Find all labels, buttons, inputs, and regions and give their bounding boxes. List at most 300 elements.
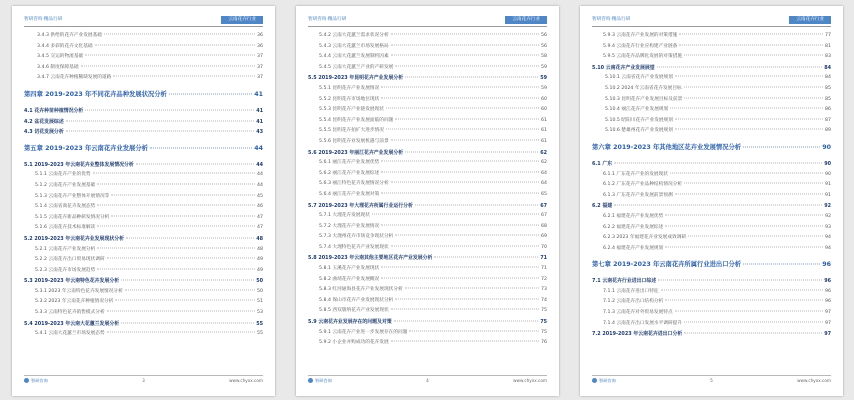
toc-subsection[interactable]: [308, 306, 547, 317]
page-number: 5: [710, 378, 713, 383]
toc-subsection[interactable]: [308, 328, 547, 339]
toc-entry-title: 6.2.4 福建花卉产业发展规划: [603, 245, 664, 251]
dot-leader: [381, 267, 539, 268]
dot-leader: [675, 193, 823, 194]
toc-section[interactable]: [308, 148, 547, 159]
dot-leader: [684, 333, 822, 334]
dot-leader: [386, 129, 539, 130]
toc-entry-title: 第五章 2019-2023 年云南花卉业发展分析: [24, 144, 148, 152]
dot-leader: [679, 34, 823, 35]
toc-subsection[interactable]: [592, 84, 831, 95]
toc-entry-title: 4.1 花卉种苗种植情况分析: [24, 107, 84, 114]
toc-entry-title: 5.4.5 云南大花蕙兰产业的产研发展: [319, 64, 394, 70]
dot-leader: [115, 300, 255, 301]
toc-entry-title: 第六章 2019-2023 年其他地区花卉业发展情况分析: [592, 143, 742, 151]
toc-section[interactable]: [308, 73, 547, 84]
toc-entry-page: 64: [541, 170, 547, 176]
toc-entry-page: 55: [256, 320, 263, 327]
toc-entry-title: 6.1 广东: [592, 160, 613, 167]
toc-entry-page: 90: [825, 171, 831, 177]
toc-entry-title: 5.1.2 云南花卉产业发展基础: [35, 182, 96, 188]
toc-chapter[interactable]: [592, 137, 831, 159]
toc-entry-page: 61: [541, 117, 547, 123]
toc-subsection[interactable]: [592, 191, 831, 202]
dot-leader: [675, 76, 823, 77]
dot-leader: [81, 65, 255, 66]
toc-entry-title: 4.2 盆花发展综述: [24, 118, 64, 125]
dot-leader: [395, 118, 539, 119]
toc-subsection[interactable]: [592, 126, 831, 137]
toc-entry-page: 36: [257, 33, 263, 38]
toc-subsection[interactable]: [308, 126, 547, 137]
toc-entry-page: 67: [541, 213, 547, 219]
toc-entry-page: 49: [257, 257, 263, 263]
page-footer: [592, 375, 831, 385]
toc-entry-title: 5.9.3 云南花卉产业发展的对策措施: [603, 33, 678, 38]
toc-entry-title: 3.4.4 多彩的花卉文化基础: [37, 43, 93, 49]
toc-entry-page: 71: [541, 266, 547, 272]
toc-entry-title: 5.8.5 西双版纳花卉产业发展现状: [319, 308, 389, 314]
toc-entry-title: 6.2.2 福建花卉产业发展综述: [603, 224, 664, 230]
toc-entry-title: 5.8 2019-2023 年云南其他主要地区花卉产业发展分析: [308, 255, 433, 262]
toc-entry-page: 36: [257, 43, 263, 49]
toc-section[interactable]: [24, 117, 263, 128]
toc-entry-title: 5.10.5 昭阳川花卉产业发展规划: [605, 117, 673, 123]
toc-subsection[interactable]: [24, 308, 263, 319]
toc-entry-title: 5.7.1 大理花卉发展现状: [319, 213, 370, 219]
toc-subsection[interactable]: [24, 73, 263, 84]
dot-leader: [665, 225, 823, 226]
toc-subsection[interactable]: [308, 95, 547, 106]
toc-subsection[interactable]: [592, 73, 831, 84]
toc-section[interactable]: [24, 106, 263, 117]
toc-subsection[interactable]: [592, 297, 831, 308]
toc-entry-page: 96: [825, 288, 831, 294]
toc-entry-page: 37: [257, 54, 263, 60]
toc-subsection[interactable]: [592, 105, 831, 116]
toc-entry-page: 90: [824, 160, 831, 167]
toc-entry-page: 59: [540, 75, 547, 82]
toc-entry-title: 6.1.3 广东花卉产业发展前景预测: [603, 192, 673, 198]
toc-entry-page: 64: [541, 181, 547, 187]
toc-entry-title: 5.10.1 云南省花卉产业发展规划: [605, 75, 673, 81]
toc-entry-title: 5.4.3 云南大花蕙兰市场发展格局: [319, 43, 389, 49]
dot-leader: [107, 258, 255, 259]
toc-entry-page: 75: [541, 329, 547, 335]
toc-entry-page: 53: [257, 310, 263, 316]
toc-entry-title: 5.5.6 昆明花卉业发展机遇与前景: [319, 138, 389, 144]
toc-entry-title: 5.9.1 云南花卉产业进一步发展存在的问题: [319, 329, 408, 335]
dot-leader: [395, 65, 539, 66]
toc-subsection[interactable]: [24, 42, 263, 53]
toc-entry-page: 41: [256, 107, 263, 114]
toc-entry-title: 第四章 2019-2023 年不同花卉品种发展状况分析: [24, 90, 167, 98]
toc-entry-title: 5.7.3 大理州花卉市场竞争现状分析: [319, 234, 394, 240]
toc-entry-title: 5.2.1 云南花卉产业发展分析: [35, 246, 96, 252]
toc-entry-page: 59: [541, 64, 547, 70]
page-header: [592, 16, 831, 27]
dot-leader: [111, 215, 255, 216]
toc-entry-title: 5.3.3 云南特色花卉销售模式分析: [35, 310, 105, 316]
toc-entry-title: 5.6.1 丽江花卉产业发展优势: [319, 160, 380, 166]
toc-entry-page: 72: [541, 276, 547, 282]
toc-entry-page: 75: [540, 319, 547, 326]
toc-entry-title: 5.8.3 红河通海县花卉产业发展现状分析: [319, 287, 403, 293]
toc-entry-title: 5.9.2 小企业并购成功的花卉发展: [319, 340, 389, 346]
toc-entry-title: 3.4.5 交运的物流基础: [37, 54, 84, 60]
dot-leader: [113, 76, 255, 77]
toc-entry-page: 70: [541, 244, 547, 250]
toc-subsection[interactable]: [308, 296, 547, 307]
toc-entry-page: 37: [257, 75, 263, 81]
toc-entry-title: 5.7 2019-2023 年大理花卉所属行业运行分析: [308, 202, 413, 209]
toc-entry-title: 5.9.4 云南花卉行业应构建产业链条: [603, 43, 678, 49]
toc-entry-page: 85: [825, 96, 831, 102]
dot-leader: [405, 77, 538, 78]
dot-leader: [169, 93, 252, 94]
toc-entry-page: 96: [824, 278, 831, 285]
toc-entry-title: 5.1.3 云南花卉产业整体开展情况等: [35, 193, 110, 199]
toc-entry-page: 65: [541, 191, 547, 197]
toc-subsection[interactable]: [592, 308, 831, 319]
toc-entry-page: 56: [541, 43, 547, 49]
toc-subsection[interactable]: [592, 233, 831, 244]
toc-subsection[interactable]: [24, 329, 263, 340]
footer-url[interactable]: www.chyxx.com: [513, 378, 547, 383]
toc-entry-page: 96: [825, 299, 831, 305]
toc-subsection[interactable]: [308, 211, 547, 222]
dot-leader: [85, 55, 255, 56]
toc-subsection[interactable]: [308, 52, 547, 63]
toc-subsection[interactable]: [308, 190, 547, 201]
dot-leader: [372, 214, 539, 215]
toc-subsection[interactable]: [24, 223, 263, 234]
toc-subsection[interactable]: [308, 84, 547, 95]
toc-subsection[interactable]: [24, 297, 263, 308]
toc-entry-title: 5.5.3 昆明花卉产业链发展现状: [319, 107, 384, 113]
toc-entry-page: 67: [540, 202, 547, 209]
dot-leader: [150, 147, 252, 148]
toc-entry-page: 51: [257, 299, 263, 305]
toc-section[interactable]: [592, 276, 831, 287]
dot-leader: [391, 182, 539, 183]
toc-entry-page: 41: [256, 118, 263, 125]
dot-leader: [684, 183, 823, 184]
toc-entry-title: 5.4.1 云南大花蕙兰市场发展态势: [35, 331, 105, 337]
toc-entry-page: 59: [541, 85, 547, 91]
dot-leader: [381, 97, 539, 98]
toc-section[interactable]: [592, 201, 831, 212]
toc-subsection[interactable]: [592, 42, 831, 53]
toc-subsection[interactable]: [24, 213, 263, 224]
toc-subsection[interactable]: [308, 243, 547, 254]
toc-subsection[interactable]: [308, 116, 547, 127]
toc-entry-title: 4.3 切花发展分析: [24, 129, 64, 136]
toc-entry-title: 7.1.3 云南花卉对外贸易发展特点: [603, 310, 673, 316]
toc-subsection[interactable]: [308, 264, 547, 275]
toc-subsection[interactable]: [308, 222, 547, 233]
dot-leader: [675, 118, 823, 119]
dot-leader: [395, 298, 539, 299]
toc-subsection[interactable]: [592, 180, 831, 191]
toc-subsection[interactable]: [24, 31, 263, 42]
toc-subsection[interactable]: [592, 95, 831, 106]
toc-entry-title: 5.5.4 昆明花卉产业发展面临的问题: [319, 117, 394, 123]
dot-leader: [93, 173, 255, 174]
toc-entry-title: 5.6.4 丽江花卉产业发展对策: [319, 191, 380, 197]
header-brand: 智研咨询·精品行研: [24, 17, 63, 22]
dot-leader: [121, 322, 254, 323]
toc-subsection[interactable]: [24, 202, 263, 213]
toc-entry-page: 43: [256, 129, 263, 136]
toc-subsection[interactable]: [24, 287, 263, 298]
dot-leader: [97, 183, 255, 184]
toc-entry-page: 49: [257, 267, 263, 273]
footer-url[interactable]: www.chyxx.com: [229, 378, 263, 383]
dot-leader: [381, 171, 539, 172]
toc-subsection[interactable]: [308, 42, 547, 53]
toc-entry-title: 5.2.2 云南花卉出口贸易现状调研: [35, 257, 105, 263]
toc-entry-page: 96: [822, 261, 831, 269]
toc-entry-title: 5.3.2 2023 年云南花卉种植情况分析: [35, 299, 114, 305]
toc-entry-page: 47: [257, 214, 263, 220]
dot-leader: [97, 226, 255, 227]
toc-page: [296, 6, 559, 396]
toc-entry-title: 5.7.4 大理特色花卉产业发展现状: [319, 244, 389, 250]
toc-subsection[interactable]: [24, 52, 263, 63]
dot-leader: [675, 311, 823, 312]
page-header: [24, 16, 263, 27]
toc-entry-title: 5.2 2019-2023 年云南花卉业发展现状分析: [24, 235, 125, 242]
toc-subsection[interactable]: [308, 338, 547, 349]
dot-leader: [391, 34, 539, 35]
toc-entry-page: 92: [825, 213, 831, 219]
toc-subsection[interactable]: [308, 275, 547, 286]
dot-leader: [394, 321, 538, 322]
toc-entry-page: 45: [257, 193, 263, 199]
toc-subsection[interactable]: [308, 63, 547, 74]
toc-entry-title: 5.9 云南花卉业发展存在的问题及对策: [308, 319, 392, 326]
dot-leader: [743, 146, 820, 147]
toc-entry-page: 92: [824, 203, 831, 210]
toc-entry-page: 50: [256, 278, 263, 285]
toc-subsection[interactable]: [24, 255, 263, 266]
toc-entry-page: 71: [540, 255, 547, 262]
toc-entry-title: 3.4.7 云南花卉种植稀缺发展的道路: [37, 75, 112, 81]
dot-leader: [405, 151, 538, 152]
toc-subsection[interactable]: [592, 244, 831, 255]
toc-subsection[interactable]: [592, 31, 831, 42]
toc-section[interactable]: [308, 201, 547, 212]
dot-leader: [97, 247, 255, 248]
toc-entry-title: 5.5.5 昆明花卉拍扩大进步情况: [319, 128, 384, 134]
footer-url[interactable]: www.chyxx.com: [797, 378, 831, 383]
toc-entry-title: 5.10.2 2024 年云南省花卉发展目标: [605, 85, 682, 91]
toc-entry-page: 73: [541, 287, 547, 293]
toc-section[interactable]: [24, 234, 263, 245]
dot-leader: [658, 280, 822, 281]
dot-leader: [415, 204, 538, 205]
toc-entry-title: 7.1.1 云南花卉进出口特征: [603, 288, 659, 294]
toc-subsection[interactable]: [592, 223, 831, 234]
toc-chapter[interactable]: [24, 138, 263, 160]
toc-subsection[interactable]: [592, 170, 831, 181]
dot-leader: [125, 289, 255, 290]
toc-chapter[interactable]: [24, 84, 263, 106]
footer-brand: 智研咨询: [599, 378, 616, 383]
toc-subsection[interactable]: [24, 170, 263, 181]
dot-leader: [391, 245, 539, 246]
dot-leader: [409, 330, 539, 331]
dot-leader: [665, 214, 823, 215]
toc-section[interactable]: [592, 329, 831, 340]
dot-leader: [743, 264, 820, 265]
toc-chapter[interactable]: [592, 254, 831, 276]
toc-entry-title: 7.2 2019-2023 年云南花卉进出口分析: [592, 331, 683, 338]
toc-section[interactable]: [592, 63, 831, 74]
toc-section[interactable]: [24, 276, 263, 287]
header-tag: 云南花卉行业: [221, 16, 263, 24]
page-footer: [308, 375, 547, 385]
toc-entry-page: 74: [541, 297, 547, 303]
toc-entry-title: 5.10.4 丽江花卉产业发展规划: [605, 107, 669, 113]
toc-entry-page: 46: [257, 204, 263, 210]
dot-leader: [66, 131, 254, 132]
toc-entry-title: 5.1.1 云南花卉产业的优势: [35, 172, 91, 178]
toc-subsection[interactable]: [308, 31, 547, 42]
toc-entry-page: 89: [825, 128, 831, 134]
dot-leader: [121, 280, 254, 281]
toc-entry-page: 84: [824, 64, 831, 71]
toc-entry-page: 68: [541, 223, 547, 229]
toc-subsection[interactable]: [308, 285, 547, 296]
toc-list: [592, 31, 831, 340]
toc-entry-page: 94: [825, 235, 831, 241]
toc-section[interactable]: [24, 160, 263, 171]
toc-subsection[interactable]: [24, 181, 263, 192]
toc-subsection[interactable]: [308, 105, 547, 116]
toc-entry-page: 61: [541, 128, 547, 134]
toc-section[interactable]: [24, 127, 263, 138]
toc-entry-page: 90: [822, 143, 831, 151]
dot-leader: [391, 309, 539, 310]
dot-leader: [391, 44, 539, 45]
toc-entry-title: 5.8.4 保山市花卉产业发展现状分析: [319, 297, 394, 303]
toc-entry-page: 41: [254, 90, 263, 98]
dot-leader: [614, 205, 822, 206]
toc-entry-page: 62: [541, 160, 547, 166]
header-tag: 云南花卉行业: [789, 16, 831, 24]
dot-leader: [381, 192, 539, 193]
toc-entry-title: 5.6.3 丽江特色花卉发展情况分析: [319, 181, 389, 187]
toc-entry-page: 87: [825, 117, 831, 123]
toc-subsection[interactable]: [592, 212, 831, 223]
toc-subsection[interactable]: [308, 232, 547, 243]
toc-page: [12, 6, 275, 396]
toc-entry-page: 50: [257, 288, 263, 294]
toc-entry-title: 7.1 云南花卉行业进出口综述: [592, 278, 657, 285]
toc-entry-title: 5.10.3 昆明花卉产业发展目标及前景: [605, 96, 683, 102]
toc-entry-title: 5.3 2019-2023 年云南特色花卉发展分析: [24, 278, 120, 285]
toc-subsection[interactable]: [592, 287, 831, 298]
toc-section[interactable]: [308, 317, 547, 328]
toc-list: [24, 31, 263, 340]
toc-entry-title: 5.1.6 云南花卉技术标准解读: [35, 225, 96, 231]
toc-subsection[interactable]: [592, 52, 831, 63]
toc-entry-page: 56: [541, 33, 547, 38]
toc-entry-title: 5.9.5 云南花卉品牌化发展的对策措施: [603, 54, 683, 60]
toc-section[interactable]: [24, 319, 263, 330]
toc-entry-page: 44: [256, 161, 263, 168]
toc-subsection[interactable]: [24, 63, 263, 74]
dot-leader: [391, 55, 539, 56]
dot-leader: [684, 97, 823, 98]
toc-entry-page: 91: [825, 182, 831, 188]
toc-entry-title: 5.1.4 云南省商花卉发展态势: [35, 204, 96, 210]
dot-leader: [670, 108, 823, 109]
dot-leader: [85, 109, 254, 110]
toc-entry-title: 5.6 2019-2023 年丽江花卉产业发展分析: [308, 149, 404, 156]
dot-leader: [126, 237, 254, 238]
toc-entry-page: 97: [825, 310, 831, 316]
dot-leader: [395, 235, 539, 236]
toc-subsection[interactable]: [24, 245, 263, 256]
toc-entry-page: 44: [257, 182, 263, 188]
dot-leader: [675, 129, 823, 130]
header-brand: 智研咨询·精品行研: [308, 17, 347, 22]
dot-leader: [391, 341, 539, 342]
toc-entry-title: 6.2.1 福建花卉产业发展优势: [603, 213, 664, 219]
toc-list: [308, 31, 547, 349]
toc-subsection[interactable]: [308, 137, 547, 148]
dot-leader: [381, 161, 539, 162]
toc-subsection[interactable]: [592, 116, 831, 127]
page-number: 3: [142, 378, 145, 383]
toc-subsection[interactable]: [24, 266, 263, 277]
dot-leader: [136, 163, 254, 164]
dot-leader: [670, 172, 823, 173]
toc-entry-title: 3.4.6 制度保障基础: [37, 64, 79, 70]
dot-leader: [104, 34, 255, 35]
toc-subsection[interactable]: [308, 158, 547, 169]
dot-leader: [97, 205, 255, 206]
toc-page: [580, 6, 843, 396]
toc-entry-title: 6.1.1 广东花卉产业的发展现状: [603, 171, 668, 177]
toc-entry-page: 75: [541, 308, 547, 314]
dot-leader: [405, 288, 539, 289]
toc-entry-page: 94: [825, 245, 831, 251]
toc-entry-page: 60: [541, 107, 547, 113]
toc-section[interactable]: [308, 253, 547, 264]
dot-leader: [107, 311, 255, 312]
dot-leader: [665, 246, 823, 247]
toc-section[interactable]: [592, 159, 831, 170]
toc-subsection[interactable]: [24, 192, 263, 203]
dot-leader: [661, 289, 823, 290]
page-footer: [24, 375, 263, 385]
toc-subsection[interactable]: [308, 169, 547, 180]
dot-leader: [391, 139, 539, 140]
toc-entry-page: 77: [825, 33, 831, 38]
toc-entry-title: 5.4 2019-2023 年云南大花蕙兰发展分析: [24, 320, 120, 327]
toc-subsection[interactable]: [592, 319, 831, 330]
toc-entry-title: 7.1.2 云南花卉出口结构分析: [603, 299, 664, 305]
dot-leader: [111, 194, 255, 195]
toc-entry-title: 6.2.3 2023 年福建花卉业发展成效调研: [603, 235, 687, 241]
toc-subsection[interactable]: [308, 179, 547, 190]
toc-entry-page: 55: [257, 331, 263, 337]
toc-entry-title: 5.4.4 云南大花蕙兰发展制约因素: [319, 54, 389, 60]
